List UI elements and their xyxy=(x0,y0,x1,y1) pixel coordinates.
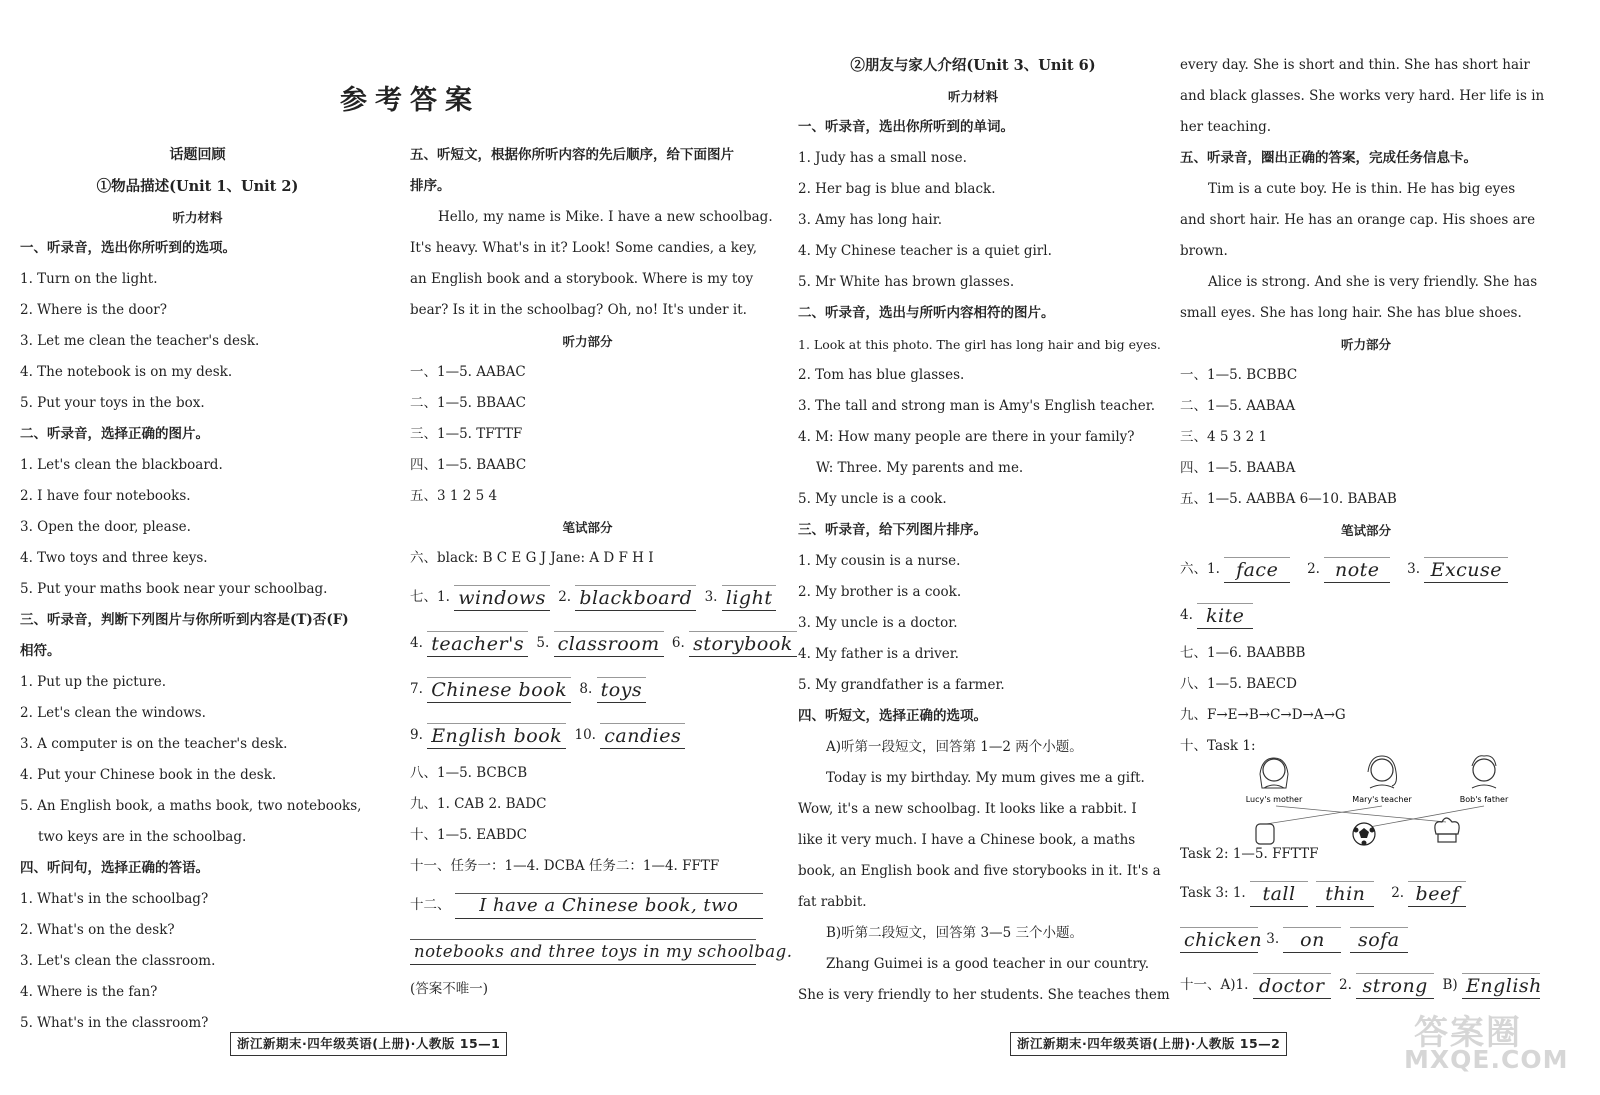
list-item: 4. Where is the fan? xyxy=(20,984,158,1000)
list-item: 4. The notebook is on my desk. xyxy=(20,364,233,380)
item-number: 2. xyxy=(1339,977,1352,993)
item-number: 3. xyxy=(704,589,718,605)
answer-line: 十、1—5. EABDC xyxy=(410,827,527,843)
page-footer: 浙江新期末·四年级英语(上册)·人教版 15—1 xyxy=(230,1032,507,1056)
list-item: 4. My father is a driver. xyxy=(798,646,959,662)
passage-line: Wow, it's a new schoolbag. It looks like a rabbit. I xyxy=(798,801,1137,817)
passage-intro: A)听第一段短文，回答第 1—2 两个小题。 xyxy=(826,739,1083,755)
list-item: 3. Let's clean the classroom. xyxy=(20,953,216,969)
handwritten-answer: face xyxy=(1224,557,1290,583)
column-2 xyxy=(410,140,793,1005)
answer-line: 五、1—5. AABBA 6—10. BABAB xyxy=(1180,491,1397,507)
answer-line: 六、black: B C E G J Jane: A D F H I xyxy=(410,550,654,566)
list-item: 5. Mr White has brown glasses. xyxy=(798,274,1015,290)
passage-line: every day. She is short and thin. She has short hair xyxy=(1180,57,1530,73)
passage-line: Tim is a cute boy. He is thin. He has big eyes xyxy=(1208,181,1516,197)
watermark xyxy=(1404,1005,1576,1085)
answer-line: 二、1—5. AABAA xyxy=(1180,398,1296,414)
section-heading: 一、听录音，选出你所听到的单词。 xyxy=(798,119,1014,135)
passage-line: and black glasses. She works very hard. Her life is in xyxy=(1180,88,1545,104)
answer-line: 三、1—5. TFTTF xyxy=(410,426,523,442)
section-heading: 四、听短文，选择正确的选项。 xyxy=(798,708,987,724)
passage-intro: B)听第二段短文，回答第 3—5 三个小题。 xyxy=(826,925,1083,941)
section-heading: 三、听录音，给下列图片排序。 xyxy=(798,522,987,538)
handwritten-answer: classroom xyxy=(554,631,664,657)
list-item: 2. Where is the door? xyxy=(20,302,167,318)
list-item-cont: W: Three. My parents and me. xyxy=(816,460,1024,476)
unit-heading: ②朋友与家人介绍(Unit 3、Unit 6) xyxy=(850,57,1096,74)
column-1 xyxy=(20,140,375,1039)
answer-line: 七、1—6. BAABBB xyxy=(1180,645,1306,661)
list-item: 3. The tall and strong man is Amy's English teacher. xyxy=(798,398,1155,414)
list-item: 1. My cousin is a nurse. xyxy=(798,553,961,569)
handwritten-answer: Excuse xyxy=(1424,557,1508,583)
handwritten-answer: windows xyxy=(454,585,550,611)
answer-line: 八、1—5. BAECD xyxy=(1180,676,1297,692)
page-footer: 浙江新期末·四年级英语(上册)·人教版 15—2 xyxy=(1010,1032,1287,1056)
answer-line: 九、F→E→B→C→D→A→G xyxy=(1180,707,1346,723)
lucy-mother-portrait xyxy=(1260,758,1288,788)
item-number: 2. xyxy=(558,589,572,605)
listen-part-label: 听力部分 xyxy=(562,334,613,349)
handwritten-answer: candies xyxy=(600,723,685,749)
list-item-cont: two keys are in the schoolbag. xyxy=(38,829,247,845)
list-item: 5. Put your maths book near your schoolbag. xyxy=(20,581,328,597)
unit-heading: ①物品描述(Unit 1、Unit 2) xyxy=(96,178,299,195)
list-item: 3. Open the door, please. xyxy=(20,519,191,535)
bread-icon xyxy=(1256,824,1274,844)
football-icon xyxy=(1353,823,1375,846)
item-number: 2. xyxy=(1391,885,1405,901)
item-number: 1. xyxy=(1207,561,1220,577)
list-item: 2. What's on the desk? xyxy=(20,922,175,938)
handwritten-answer-row xyxy=(410,882,765,928)
list-item: 5. What's in the classroom? xyxy=(20,1015,209,1031)
list-item: 1. Look at this photo. The girl has long hair and big eyes. xyxy=(798,337,1161,352)
list-item: 4. My Chinese teacher is a quiet girl. xyxy=(798,243,1052,259)
handwritten-sentence: notebooks and three toys in my schoolbag. xyxy=(410,939,756,965)
answer-line: Task 2: 1—5. FFTTF xyxy=(1180,846,1319,862)
section-heading: 一、听录音，选出你所听到的选项。 xyxy=(20,240,236,256)
watermark-url: MXQE.COM xyxy=(1404,1045,1569,1074)
handwritten-answer: beef xyxy=(1408,881,1466,907)
handwritten-answer: kite xyxy=(1197,603,1253,629)
item-number: 1. xyxy=(1232,885,1246,901)
handwritten-sentence: I have a Chinese book, two xyxy=(455,893,763,919)
matching-illustration xyxy=(1236,754,1526,854)
question-label: 七、 xyxy=(410,589,437,605)
handwritten-answer: doctor xyxy=(1253,973,1331,999)
list-item: 2. Tom has blue glasses. xyxy=(798,367,965,383)
list-item: 5. Put your toys in the box. xyxy=(20,395,205,411)
section-heading: 三、听录音，判断下列图片与你所听到内容是(T)否(F) xyxy=(20,612,349,628)
list-item: 1. Let's clean the blackboard. xyxy=(20,457,223,473)
passage-line: Today is my birthday. My mum gives me a gift. xyxy=(826,770,1145,786)
list-item: 2. Her bag is blue and black. xyxy=(798,181,996,197)
list-item: 3. My uncle is a doctor. xyxy=(798,615,958,631)
answer-line: 一、1—5. AABAC xyxy=(410,364,526,380)
list-item: 1. Put up the picture. xyxy=(20,674,167,690)
handwritten-answer-row xyxy=(410,712,765,758)
item-number: 2. xyxy=(1307,561,1320,577)
column-3 xyxy=(798,50,1170,1011)
list-item: 4. Put your Chinese book in the desk. xyxy=(20,767,277,783)
list-item: 3. Amy has long hair. xyxy=(798,212,942,228)
list-item: 4. M: How many people are there in your family? xyxy=(798,429,1135,445)
list-item: 2. Let's clean the windows. xyxy=(20,705,206,721)
item-number: 9. xyxy=(410,727,423,743)
section-heading: 二、听录音，选择正确的图片。 xyxy=(20,426,209,442)
item-number: 3. xyxy=(1407,561,1421,577)
passage-line: bear? Is it in the schoolbag? Oh, no! It's under it. xyxy=(410,302,747,318)
item-number: 1. xyxy=(437,589,450,605)
handwritten-answer-row xyxy=(410,666,765,712)
handwritten-answer: blackboard xyxy=(575,585,696,611)
item-number: 4. xyxy=(1180,607,1193,623)
passage-line: Hello, my name is Mike. I have a new schoolbag. xyxy=(438,209,773,225)
material-label: 听力材料 xyxy=(172,210,223,225)
handwritten-answer: storybook xyxy=(689,631,797,657)
picture-label: Mary's teacher xyxy=(1352,795,1412,804)
answer-line: 三、4 5 3 2 1 xyxy=(1180,429,1268,445)
handwritten-answer-row xyxy=(1180,592,1552,638)
list-item: 1. Judy has a small nose. xyxy=(798,150,967,166)
answer-line: 八、1—5. BCBCB xyxy=(410,765,528,781)
passage-line: and short hair. He has an orange cap. His shoes are xyxy=(1180,212,1536,228)
passage-line: Zhang Guimei is a good teacher in our country. xyxy=(826,956,1150,972)
item-number: 10. xyxy=(574,727,596,743)
column-4 xyxy=(1180,50,1552,1008)
answer-line: 一、1—5. BCBBC xyxy=(1180,367,1298,383)
item-number: 5. xyxy=(536,635,550,651)
handwritten-answer: light xyxy=(722,585,777,611)
handwritten-answer-row xyxy=(1180,962,1552,1008)
passage-line: small eyes. She has long hair. She has blue shoes. xyxy=(1180,305,1522,321)
section-heading: 五、听录音，圈出正确的答案，完成任务信息卡。 xyxy=(1180,150,1477,166)
page-title: 参考答案 xyxy=(340,85,480,116)
list-item: 4. Two toys and three keys. xyxy=(20,550,208,566)
section-heading: 五、听短文，根据你所听内容的先后顺序，给下面图片 xyxy=(410,147,734,163)
passage-line: Alice is strong. And she is very friendly. She has xyxy=(1208,274,1538,290)
question-label: 十一、A)1. xyxy=(1180,977,1249,993)
passage-line: like it very much. I have a Chinese book, a maths xyxy=(798,832,1136,848)
answer-note: (答案不唯一) xyxy=(410,981,489,997)
handwritten-answer: chicken xyxy=(1180,927,1258,953)
topic-heading: 话题回顾 xyxy=(169,147,226,163)
answer-line: 九、1. CAB 2. BADC xyxy=(410,796,547,812)
written-part-label: 笔试部分 xyxy=(562,520,613,535)
item-number: B) xyxy=(1442,977,1458,993)
handwritten-answer-row xyxy=(410,574,773,620)
handwritten-answer: toys xyxy=(597,677,647,703)
listen-part-label: 听力部分 xyxy=(1340,337,1391,352)
list-item: 1. Turn on the light. xyxy=(20,271,158,287)
handwritten-answer-row xyxy=(1180,546,1552,592)
picture-label: Lucy's mother xyxy=(1245,795,1303,804)
section-heading: 四、听问句，选择正确的答语。 xyxy=(20,860,209,876)
item-number: 7. xyxy=(410,681,423,697)
handwritten-answer-row xyxy=(410,928,793,974)
picture-label: Bob's father xyxy=(1459,795,1509,804)
question-label: 六、 xyxy=(1180,561,1207,577)
handwritten-answer-row xyxy=(1180,916,1552,962)
list-item: 1. What's in the schoolbag? xyxy=(20,891,209,907)
list-item: 5. My grandfather is a farmer. xyxy=(798,677,1005,693)
list-item: 5. My uncle is a cook. xyxy=(798,491,947,507)
passage-line: She is very friendly to her students. She teaches them xyxy=(798,987,1170,1003)
task-label: Task 3: xyxy=(1180,885,1229,901)
answer-line: 五、3 1 2 5 4 xyxy=(410,488,498,504)
passage-line: It's heavy. What's in it? Look! Some candies, a key, xyxy=(410,240,757,256)
section-heading-cont: 相符。 xyxy=(20,643,61,659)
task-label: 十、Task 1: xyxy=(1180,738,1256,754)
answer-line: 四、1—5. BAABA xyxy=(1180,460,1296,476)
chef-hat-icon xyxy=(1435,818,1459,842)
item-number: 4. xyxy=(410,635,423,651)
handwritten-answer: strong xyxy=(1356,973,1434,999)
handwritten-answer: Chinese book xyxy=(427,677,571,703)
section-heading: 二、听录音，选出与所听内容相符的图片。 xyxy=(798,305,1055,321)
list-item: 3. Let me clean the teacher's desk. xyxy=(20,333,260,349)
bob-father-portrait xyxy=(1472,756,1496,788)
answer-line: 二、1—5. BBAAC xyxy=(410,395,526,411)
watermark-text: 答案圈 xyxy=(1414,1013,1522,1053)
handwritten-answer: teacher's xyxy=(427,631,528,657)
handwritten-answer: thin xyxy=(1316,881,1374,907)
handwritten-answer: English book xyxy=(427,723,566,749)
answer-line: 十一、任务一：1—4. DCBA 任务二：1—4. FFTF xyxy=(410,858,720,874)
handwritten-answer: note xyxy=(1324,557,1390,583)
question-label: 十二、 xyxy=(410,897,451,913)
list-item: 2. I have four notebooks. xyxy=(20,488,191,504)
item-number: 3. xyxy=(1266,931,1280,947)
list-item: 3. A computer is on the teacher's desk. xyxy=(20,736,288,752)
passage-line: book, an English book and five storybooks in it. It's a xyxy=(798,863,1161,879)
item-number: 6. xyxy=(671,635,685,651)
passage-line: fat rabbit. xyxy=(798,894,867,910)
handwritten-answer-row xyxy=(410,620,793,666)
written-part-label: 笔试部分 xyxy=(1340,523,1391,538)
handwritten-answer: on xyxy=(1283,927,1341,953)
section-heading-cont: 排序。 xyxy=(410,178,451,194)
list-item: 5. An English book, a maths book, two notebooks, xyxy=(20,798,362,814)
handwritten-answer: English xyxy=(1462,973,1540,999)
answer-line: 四、1—5. BAABC xyxy=(410,457,527,473)
material-label: 听力材料 xyxy=(947,89,998,104)
mary-teacher-portrait xyxy=(1368,756,1397,788)
handwritten-answer-row xyxy=(1180,870,1552,916)
item-number: 8. xyxy=(579,681,593,697)
list-item: 2. My brother is a cook. xyxy=(798,584,962,600)
handwritten-answer: sofa xyxy=(1350,927,1408,953)
passage-line: her teaching. xyxy=(1180,119,1272,135)
passage-line: an English book and a storybook. Where is my toy xyxy=(410,271,754,287)
handwritten-answer: tall xyxy=(1250,881,1308,907)
passage-line: brown. xyxy=(1180,243,1228,259)
